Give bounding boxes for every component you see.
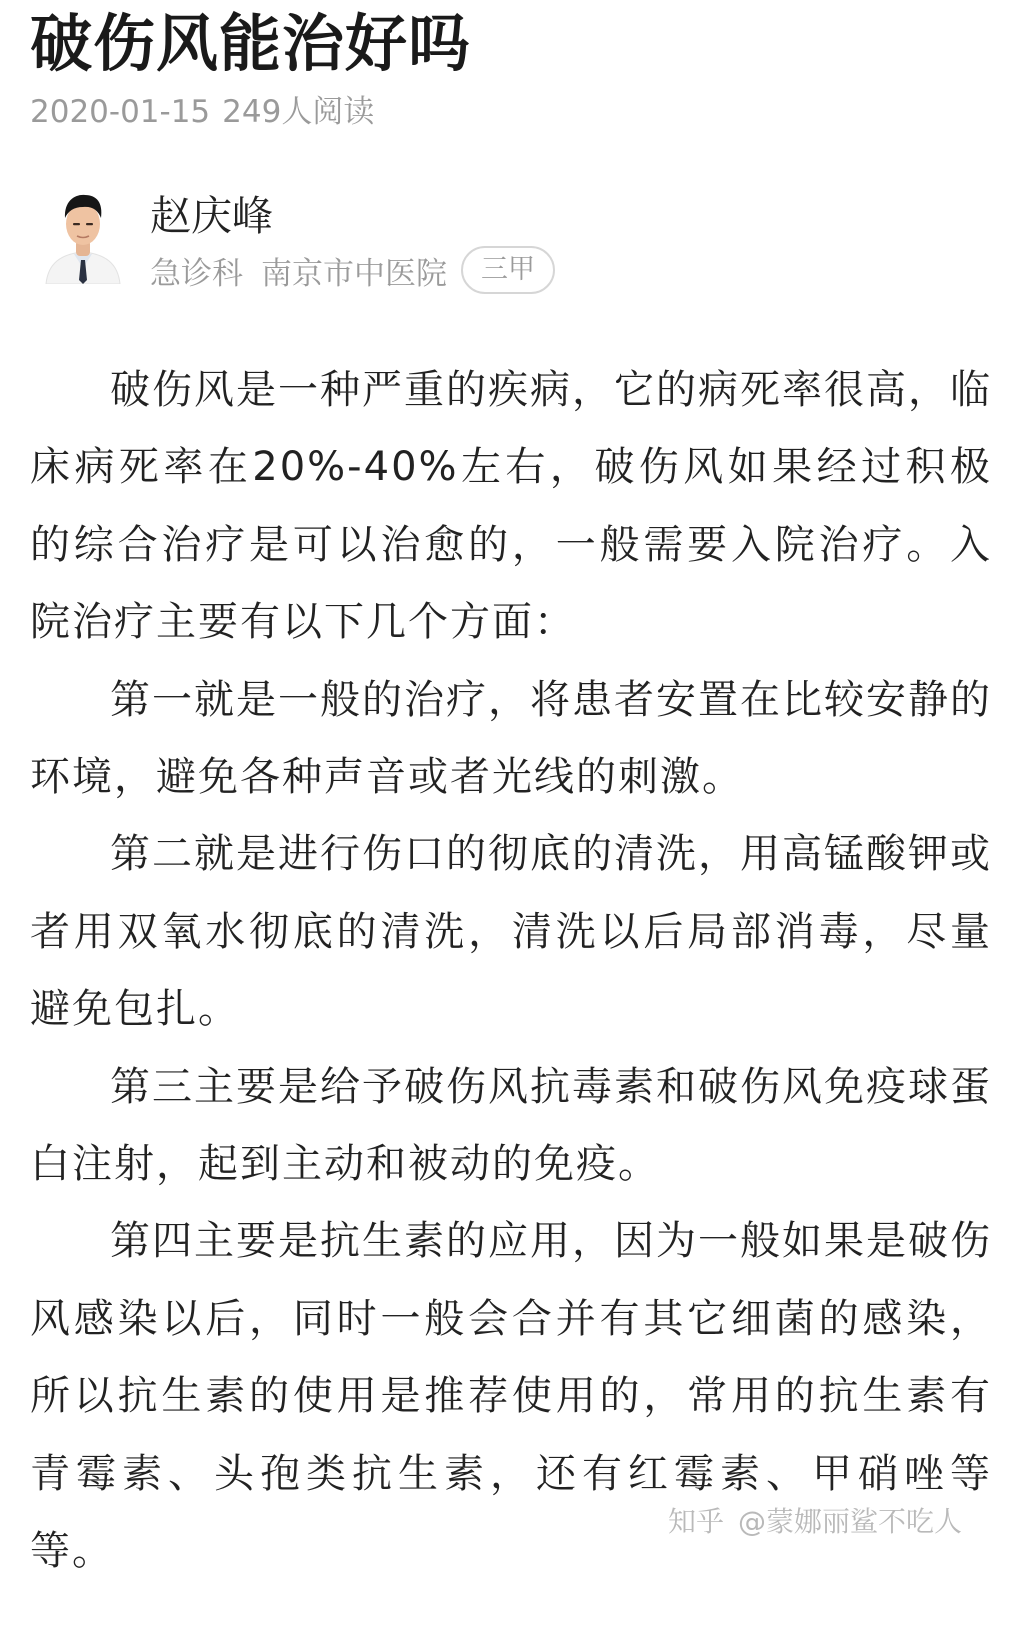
- paragraph: 第四主要是抗生素的应用，因为一般如果是破伤风感染以后，同时一般会合并有其它细菌的感染，所以抗生素的使用是推荐使用的，常用的抗生素有青霉素、头孢类抗生素，还有红霉素、甲硝唑等等。: [30, 1218, 992, 1575]
- author-name[interactable]: 赵庆峰: [150, 192, 273, 240]
- paragraph: 破伤风是一种严重的疾病，它的病死率很高，临床病死率在20%-40%左右，破伤风如果经过积极的综合治疗是可以治愈的，一般需要入院治疗。入院治疗主要有以下几个方面：: [30, 367, 992, 646]
- paragraph: 第三主要是给予破伤风抗毒素和破伤风免疫球蛋白注射，起到主动和被动的免疫。: [30, 1063, 992, 1188]
- author-card[interactable]: [30, 188, 990, 308]
- article-title: 破伤风能治好吗: [30, 7, 472, 80]
- paragraph: 第二就是进行伤口的彻底的清洗，用高锰酸钾或者用双氧水彻底的清洗，清洗以后局部消毒，尽量避免包扎。: [30, 831, 992, 1033]
- author-department: 急诊科: [150, 255, 243, 292]
- author-affiliation: [150, 246, 555, 294]
- read-count: 249人阅读: [222, 94, 375, 130]
- hospital-grade-badge: 三甲: [461, 246, 555, 294]
- author-hospital[interactable]: 南京市中医院: [261, 255, 447, 292]
- publish-date: 2020-01-15: [30, 94, 211, 130]
- watermark-user: @蒙娜丽鲨不吃人: [737, 1505, 962, 1538]
- watermark: [668, 1502, 962, 1542]
- article-body: [30, 352, 992, 1591]
- paragraph: 第一就是一般的治疗，将患者安置在比较安静的环境，避免各种声音或者光线的刺激。: [30, 676, 992, 801]
- article-meta: [30, 88, 386, 136]
- doctor-avatar[interactable]: [42, 188, 124, 284]
- zhihu-logo-text: 知乎: [667, 1505, 724, 1538]
